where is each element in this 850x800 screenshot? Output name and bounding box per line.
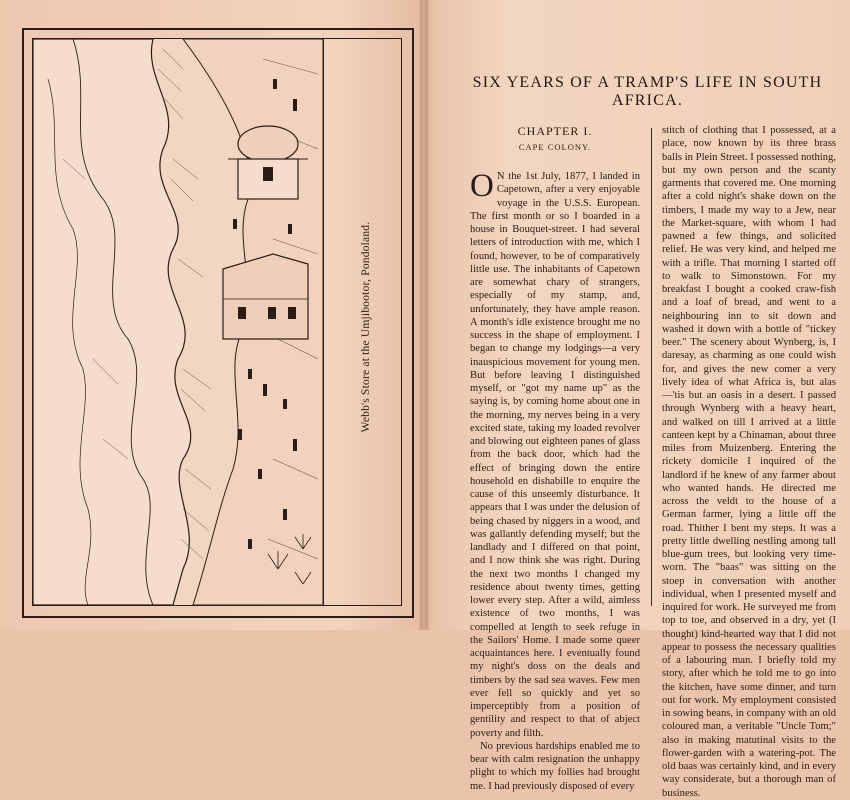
chapter-heading: CHAPTER I. [517, 124, 593, 138]
book-gutter [420, 0, 428, 630]
illustration-plate [22, 28, 414, 618]
text-column-left [470, 152, 640, 793]
paragraph-continued: stitch of clothing that I possessed, at a place, now known by its three brass balls in Plein Street. I possessed nothing, but my own person and the scanty garments that covered me. One morning after a cold night's shake down on the timbers, I made my way to a Jew, near the Market-square, with whom I had pawned a few things, and solicited relief. He was very kind, and helped me with a trifle. That morning I started off to walk to Simonstown. For my breakfast I bought a cooked craw-fish and a loaf of bread, and went to a neighbouring inn to sit down and washed it down with a bottle of "tickey beer." The scenery about Wynberg, is, I daresay, as charming as one could wish for, and gives the new comer a very lively idea of what Africa is, but alas—'tis but an oasis in a desert. I passed through Wynberg with a heavy heart, and walked on till I arrived at a little canteen kept by a Chinaman, about three miles from Muizenberg. Entering the rickety domicile I inquired of the landlord if he knew of any farmer about who wanted hands. He directed me across the veldt to the house of a German farmer, lying a little off the road. Thither I bent my steps. It was a pretty little dwelling nestling among tall blue-gum trees, but looking very time-worn. The "baas" was sitting on the stoep in conversation with another individual, when I presented myself and inquired for work. He surveyed me from top to toe, and observed in a dry, yet (I thought) kind-hearted way that I did not appear to possess the necessary qualities of a labouring man. I briefly told my story, after which he told me to go into the kitchen, have some dinner, and turn out for work. My employment consisted in sowing beans, in company with an old coloured man, a veritable "Uncle Tom;" also in making matutinal visits to the flower-garden with a watering-pot. The old baas was certainly kind, and in every way considerate, but a thorough man of business. [662, 125, 836, 799]
paragraph-second: No previous hardships enabled me to bear with calm resignation the unhappy plight to which my follies had brought me. I had previously disposed of every [470, 740, 640, 792]
hut-upper [228, 126, 308, 199]
drop-cap: O [470, 168, 494, 204]
engraving-drawing [33, 39, 323, 605]
engraving-illustration [33, 39, 324, 605]
paragraph-opening-text: N the 1st July, 1877, I landed in Capetown, after a very enjoyable voyage in the U.S.S. European. The first month or so I boarded in a house in Bouquet-street. I had several letters of introduction with me, which I found, however, to be of comparatively little use. The inhabitants of Capetown are somewhat chary of strangers, especially of my stamp, and, unfortunately, they have ample reason. A month's idle existence brought me no success in the shape of employment. I began to change my lodgings—a very inauspicious movement for young men. But before leaving I distinguished myself, or "got my name up" as the saying is, by coming home about one in the morning, my nerves being in a very excited state, taking my loaded revolver and blowing out eighteen panes of glass from the back door, which had the effect of bringing down the entire household en dishabille to enquire the cause of this unseemly disturbance. It appears that I was under the delusion of being chased by niggers in a wood, and was gallantly defending myself; but the landlady and I differed on that point, and I now think she was right. During the next two months I changed my residence about twenty times, getting lower every step. After a wild, aimless existence of two months, I was compelled at length to seek refuge in the Sailors' Home. I made some queer acquaintances here. I eventually found my night's doss on the deals and timbers by the sad sea waves. Few men ever fell so quickly and yet so imperceptibly from a position of gentility and respect to that of abject poverty and filth. [470, 171, 640, 739]
text-column-right [662, 124, 836, 800]
paragraph-opening [470, 170, 640, 740]
column-divider [651, 128, 652, 606]
caption-text: Webb's Store at the Umjibootor, Pondoland. [360, 221, 372, 433]
chapter-subheading: CAPE COLONY. [518, 142, 592, 152]
illustration-frame [32, 38, 402, 606]
page-title: SIX YEARS OF A TRAMP'S LIFE IN SOUTH AFRICA. [472, 74, 823, 109]
illustration-caption [356, 147, 376, 507]
